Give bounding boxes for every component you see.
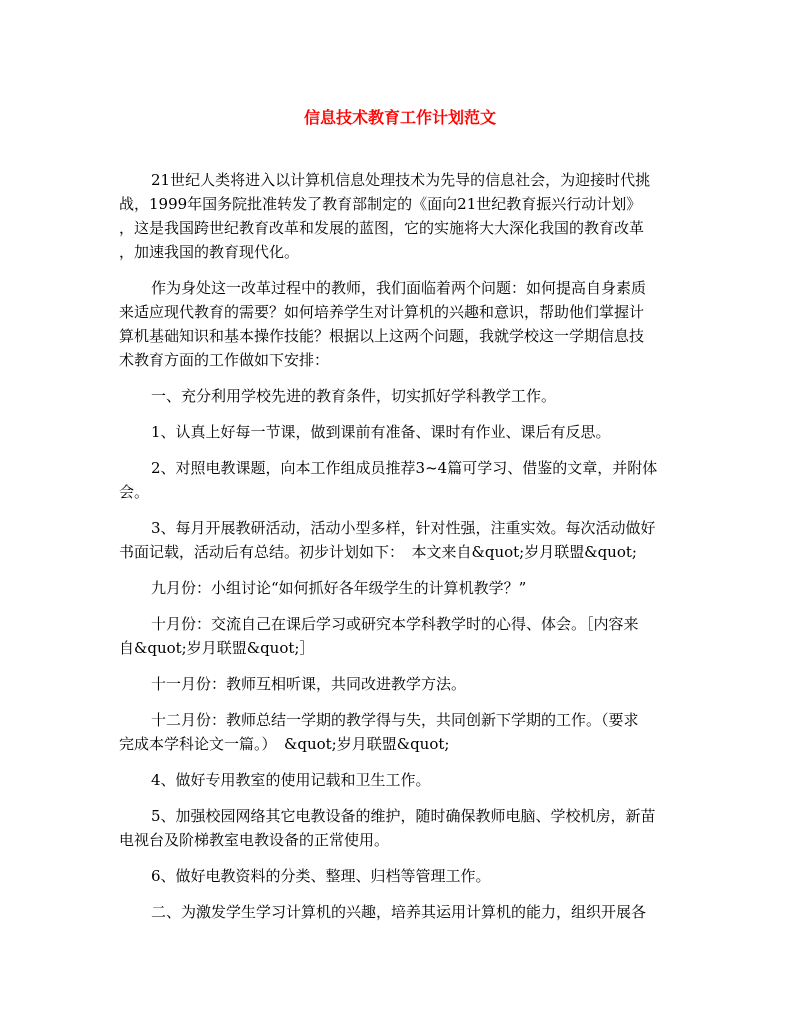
paragraph-line: 21世纪人类将进入以计算机信息处理技术为先导的信息社会，为迎接时代挑 [151, 171, 651, 189]
paragraph-line: 术教育方面的工作做如下安排： [119, 351, 330, 369]
paragraph-line: 九月份：小组讨论“如何抓好各年级学生的计算机教学？” [151, 579, 527, 597]
paragraph [119, 384, 681, 408]
paragraph-line: 一、充分利用学校先进的教育条件，切实抓好学科教学工作。 [151, 387, 557, 405]
paragraph-line: 算机基础知识和基本操作技能？根据以上这两个问题，我就学校这一学期信息技 [119, 327, 645, 345]
paragraph-line: 5、加强校园网络其它电教设备的维护，随时确保教师电脑、学校机房，新苗 [151, 807, 656, 825]
paragraph-line: 电视台及阶梯教室电教设备的正常使用。 [119, 831, 390, 849]
paragraph [119, 420, 681, 444]
paragraph-line: 来适应现代教育的需要？如何培养学生对计算机的兴趣和意识，帮助他们掌握计 [119, 303, 645, 321]
paragraph-line: 4、做好专用教室的使用记载和卫生工作。 [151, 771, 431, 789]
paragraph-line: 十二月份：教师总结一学期的教学得与失，共同创新下学期的工作。（要求 [151, 711, 639, 729]
paragraph [119, 708, 681, 756]
document-title: 信息技术教育工作计划范文 [303, 108, 496, 127]
paragraph [119, 768, 681, 792]
paragraph [119, 900, 681, 924]
paragraph-line: 自&quot;岁月联盟&quot;］ [119, 639, 315, 657]
document-body [119, 168, 681, 936]
paragraph-line: 完成本学科论文一篇。） &quot;岁月联盟&quot; [119, 735, 450, 753]
paragraph-line: 2、对照电教课题，向本工作组成员推荐3~4篇可学习、借鉴的文章，并附体 [151, 459, 658, 477]
paragraph [119, 804, 681, 852]
paragraph-line: 十月份：交流自己在课后学习或研究本学科教学时的心得、体会。［内容来 [151, 615, 639, 633]
paragraph-line: 战，1999年国务院批准转发了教育部制定的《面向21世纪教育振兴行动计划》 [119, 195, 642, 213]
paragraph-line: 3、每月开展教研活动，活动小型多样，针对性强，注重实效。每次活动做好 [151, 519, 656, 537]
paragraph [119, 516, 681, 564]
paragraph [119, 864, 681, 888]
paragraph-line: 6、做好电教资料的分类、整理、归档等管理工作。 [151, 867, 491, 885]
paragraph [119, 168, 681, 264]
paragraph-line: 会。 [119, 483, 150, 501]
paragraph-line: 十一月份：教师互相听课，共同改进教学方法。 [151, 675, 467, 693]
paragraph-line: 二、为激发学生学习计算机的兴趣，培养其运用计算机的能力，组织开展各 [151, 903, 647, 921]
paragraph [119, 576, 681, 600]
paragraph-line: 书面记载，活动后有总结。初步计划如下： 本文来自&quot;岁月联盟&quot; [119, 543, 637, 561]
paragraph-line: ，加速我国的教育现代化。 [119, 243, 300, 261]
paragraph-line: 作为身处这一改革过程中的教师，我们面临着两个问题：如何提高自身素质 [151, 279, 647, 297]
paragraph [119, 456, 681, 504]
paragraph [119, 612, 681, 660]
paragraph-line: 1、认真上好每一节课，做到课前有准备、课时有作业、课后有反思。 [151, 423, 611, 441]
paragraph [119, 672, 681, 696]
paragraph [119, 276, 681, 372]
paragraph-line: ，这是我国跨世纪教育改革和发展的蓝图，它的实施将大大深化我国的教育改革 [119, 219, 645, 237]
